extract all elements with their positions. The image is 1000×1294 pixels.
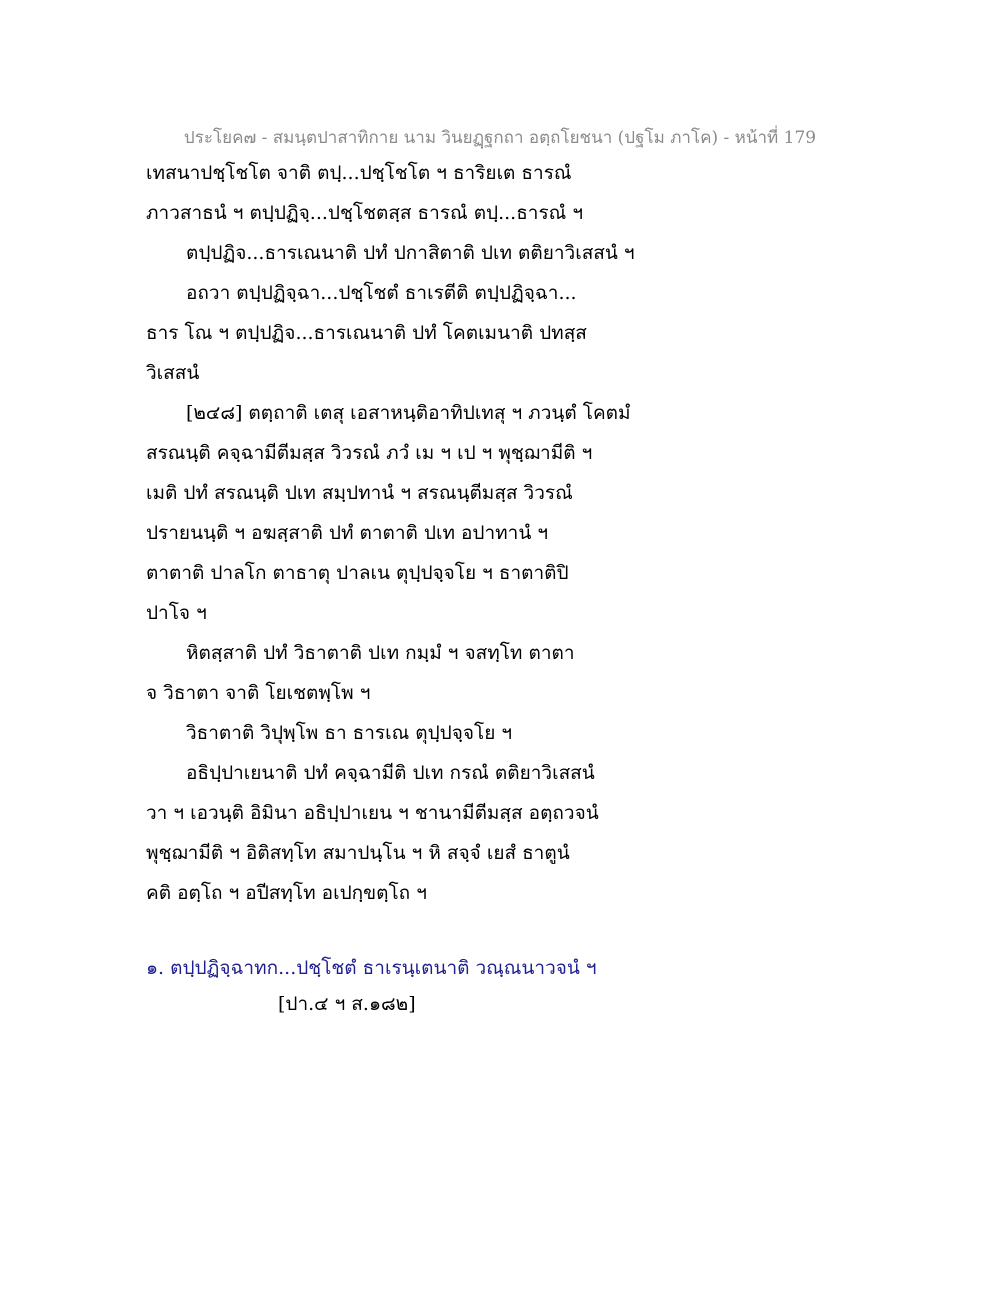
text-line-3: ตปฺปฏิจ...ธารเณนาติ ปทํ ปกาสิตาติ ปเท ตติยาวิเสสนํ ฯ [186,242,635,264]
text-line-10: ปรายนนฺติ ฯ อฆสฺสาติ ปทํ ตาตาติ ปเท อปาทานํ ฯ [146,522,549,544]
text-line-7: [๒๔๘] ตตฺถาติ เตสุ เอสาหนฺติอาทิปเทสุ ฯ ภวนฺตํ โคตมํ [186,402,631,424]
page-header: ประโยค๗ - สมนฺตปาสาทิกาย นาม วินยฏฺฐกถา อตฺถโยชนา (ปฐโม ภาโค) - หน้าที่ 179 [183,128,817,148]
text-line-15: วิธาตาติ วิปุพฺโพ ธา ธารเณ ตุปฺปจฺจโย ฯ [186,722,513,744]
text-line-4: อถวา ตปฺปฏิจฺฉา...ปชฺโชตํ ธาเรตีติ ตปฺปฏิจฺฉา... [186,282,577,304]
text-line-11: ตาตาติ ปาลโก ตาธาตุ ปาลเน ตุปฺปจฺจโย ฯ ธาตาติปิ [146,562,569,584]
text-line-17: วา ฯ เอวนฺติ อิมินา อธิปฺปาเยน ฯ ชานามีตีมสฺส อตฺถวจนํ [146,802,599,824]
text-line-2: ภาวสาธนํ ฯ ตปฺปฏิจฺ...ปชฺโชตสฺส ธารณํ ตปฺ...ธารณํ ฯ [146,202,584,224]
text-line-8: สรณนฺติ คจฺฉามีตีมสฺส วิวรณํ ภวํ เม ฯ เป ฯ พุชฺฌามีติ ฯ [146,442,593,464]
footnote: ๑. ตปฺปฏิจฺฉาทก...ปชฺโชตํ ธาเรนฺเตนาติ วณฺณนาวจนํ ฯ [146,957,597,979]
text-line-1: เทสนาปชฺโชโต จาติ ตปฺ...ปชฺโชโต ฯ ธาริยเต ธารณํ [146,162,572,184]
text-line-18: พุชฺฌามีติ ฯ อิติสทฺโท สมาปนฺโน ฯ หิ สจฺจํ เยสํ ธาตูนํ [146,842,570,864]
text-line-5: ธาร โณ ฯ ตปฺปฏิจ...ธารเณนาติ ปทํ โคตเมนาติ ปทสฺส [146,322,587,344]
text-line-16: อธิปฺปาเยนาติ ปทํ คจฺฉามีติ ปเท กรณํ ตติยาวิเสสนํ [186,762,595,784]
text-line-13: หิตสฺสาติ ปทํ วิธาตาติ ปเท กมฺมํ ฯ จสทฺโท ตาตา [186,642,575,664]
footnote-reference: [ปา.๔ ฯ ส.๑๘๒] [278,993,416,1015]
text-line-19: คติ อตฺโถ ฯ อปีสทฺโท อเปกฺขตฺโถ ฯ [146,882,427,904]
text-line-6: วิเสสนํ [146,362,200,384]
text-line-14: จ วิธาตา จาติ โยเชตพฺโพ ฯ [146,682,371,704]
text-line-12: ปาโจ ฯ [146,602,207,624]
text-line-9: เมติ ปทํ สรณนฺติ ปเท สมฺปทานํ ฯ สรณนฺตีมสฺส วิวรณํ [146,482,573,504]
